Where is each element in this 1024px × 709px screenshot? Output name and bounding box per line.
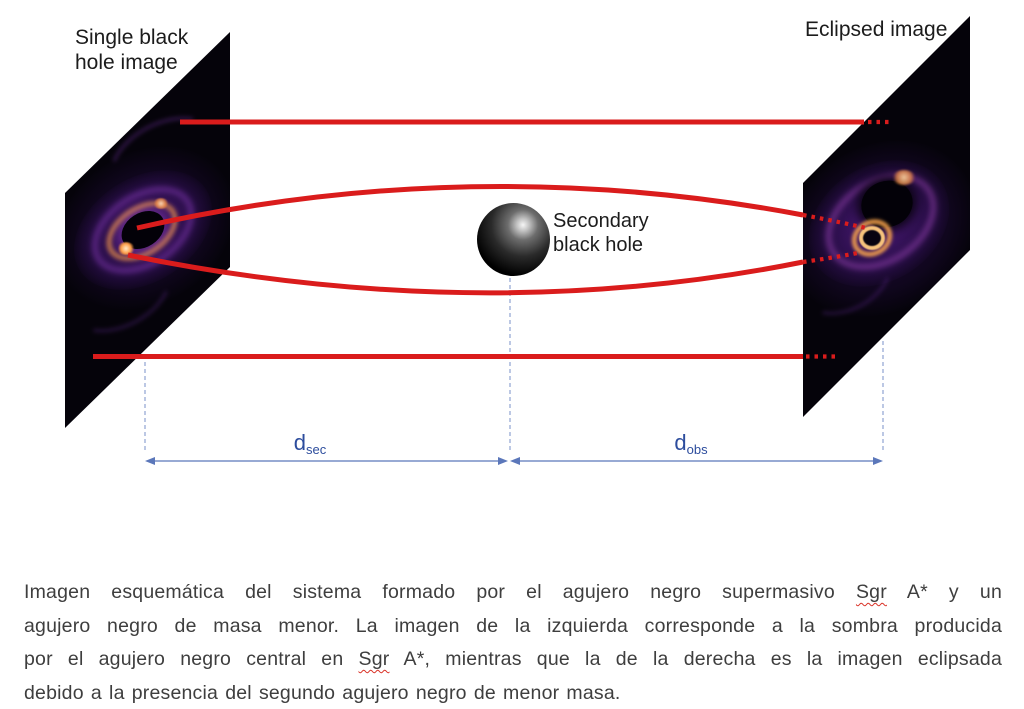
caption-text: por el agujero negro central en (24, 648, 344, 670)
arrowhead-left (145, 457, 155, 465)
single-black-hole-label-line2: hole image (75, 51, 178, 74)
secondary-black-hole-label-line2: black hole (553, 234, 644, 256)
arrowhead-center-right (510, 457, 520, 465)
caption-sgr-misspelling: Sgr (855, 581, 887, 603)
ray-lens-lower (128, 255, 803, 293)
arrowhead-center-left (498, 457, 508, 465)
caption-text: A*, mientras que la de la derecha es la imagen eclipsada (403, 648, 1003, 670)
caption-line-3 (24, 643, 1002, 677)
eclipsed-image-label: Eclipsed image (805, 18, 948, 41)
dobs-label (651, 430, 731, 457)
caption-text: Imagen esquemática del sistema formado por el agujero negro supermasivo (24, 581, 835, 603)
extension-lines (145, 278, 883, 452)
secondary-black-hole-label-line1: Secondary (553, 210, 649, 232)
secondary-black-hole-label (553, 209, 649, 257)
dobs-base: d (674, 430, 687, 455)
caption-text: A* y un (906, 581, 1002, 603)
dobs-subscript: obs (686, 442, 708, 457)
caption-line-2: agujero negro de masa menor. La imagen de la izquierda corresponde a la sombra producida (24, 614, 1002, 637)
caption-line-1 (24, 576, 1002, 610)
figure-caption (24, 576, 1002, 709)
caption-sgr-misspelling: Sgr (358, 648, 390, 670)
caption-line-4: debido a la presencia del segundo agujero negro de menor masa. (24, 681, 621, 704)
ray-lens-upper-dotted (803, 215, 866, 228)
dsec-base: d (293, 430, 306, 455)
light-rays-occluded (803, 122, 890, 357)
single-black-hole-label-line1: Single black (75, 26, 189, 49)
ray-lens-upper (137, 186, 803, 228)
secondary-black-hole-sphere (477, 203, 550, 276)
single-black-hole-label (75, 25, 188, 75)
ray-lens-lower-dotted (803, 253, 858, 262)
arrowhead-right (873, 457, 883, 465)
dsec-label (270, 430, 350, 457)
dsec-subscript: sec (306, 442, 327, 457)
